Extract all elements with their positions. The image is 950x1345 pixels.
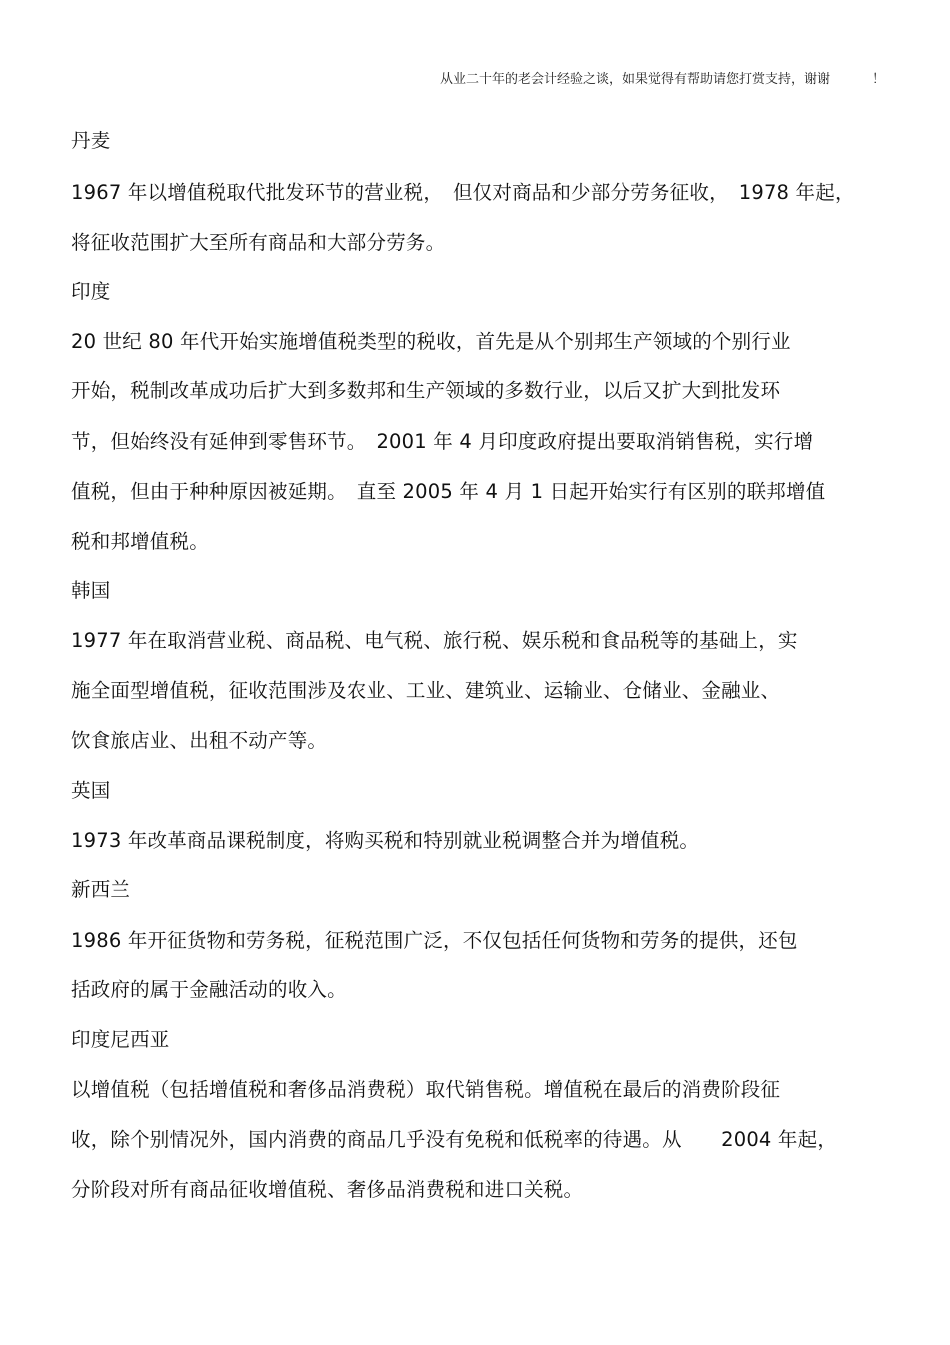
page-header-note: [440, 71, 890, 89]
paragraph-line: 节，但始终没有延伸到零售环节。 2001 年 4 月印度政府提出要取消销售税，实行增: [71, 430, 814, 453]
paragraph-line: 饮食旅店业、出租不动产等。: [71, 729, 328, 752]
heading-new-zealand: 新西兰: [71, 878, 131, 901]
heading-indonesia: 印度尼西亚: [71, 1028, 170, 1051]
paragraph-line: 1973 年改革商品课税制度，将购买税和特别就业税调整合并为增值税。: [71, 829, 700, 852]
header-note-text: 从业二十年的老会计经验之谈，如果觉得有帮助请您打赏支持，谢谢: [440, 72, 831, 87]
paragraph-line: 1986 年开征货物和劳务税，征税范围广泛，不仅包括任何货物和劳务的提供，还包: [71, 929, 798, 952]
paragraph-line: 以增值税（包括增值税和奢侈品消费税）取代销售税。增值税在最后的消费阶段征: [71, 1078, 781, 1101]
paragraph-line: 20 世纪 80 年代开始实施增值税类型的税收，首先是从个别邦生产领域的个别行业: [71, 330, 791, 353]
heading-uk: 英国: [71, 779, 111, 802]
paragraph-line: 1977 年在取消营业税、商品税、电气税、旅行税、娱乐税和食品税等的基础上，实: [71, 629, 798, 652]
paragraph-line: 将征收范围扩大至所有商品和大部分劳务。: [71, 231, 446, 254]
paragraph-line: 税和邦增值税。: [71, 530, 209, 553]
paragraph-line: 1967 年以增值税取代批发环节的营业税， 但仅对商品和少部分劳务征收， 1978 年起，: [71, 181, 855, 204]
paragraph-line: 收，除个别情况外，国内消费的商品几乎没有免税和低税率的待遇。从 2004 年起，: [71, 1128, 838, 1151]
heading-india: 印度: [71, 280, 111, 303]
paragraph-line: 施全面型增值税，征收范围涉及农业、工业、建筑业、运输业、仓储业、金融业、: [71, 679, 781, 702]
paragraph-line: 括政府的属于金融活动的收入。: [71, 978, 347, 1001]
heading-denmark: 丹麦: [71, 129, 111, 152]
header-exclamation: ！: [872, 72, 886, 87]
paragraph-line: 分阶段对所有商品征收增值税、奢侈品消费税和进口关税。: [71, 1178, 584, 1201]
paragraph-line: 值税，但由于种种原因被延期。 直至 2005 年 4 月 1 日起开始实行有区别的联邦增值: [71, 480, 826, 503]
heading-korea: 韩国: [71, 579, 111, 602]
paragraph-line: 开始，税制改革成功后扩大到多数邦和生产领域的多数行业，以后又扩大到批发环: [71, 379, 781, 402]
